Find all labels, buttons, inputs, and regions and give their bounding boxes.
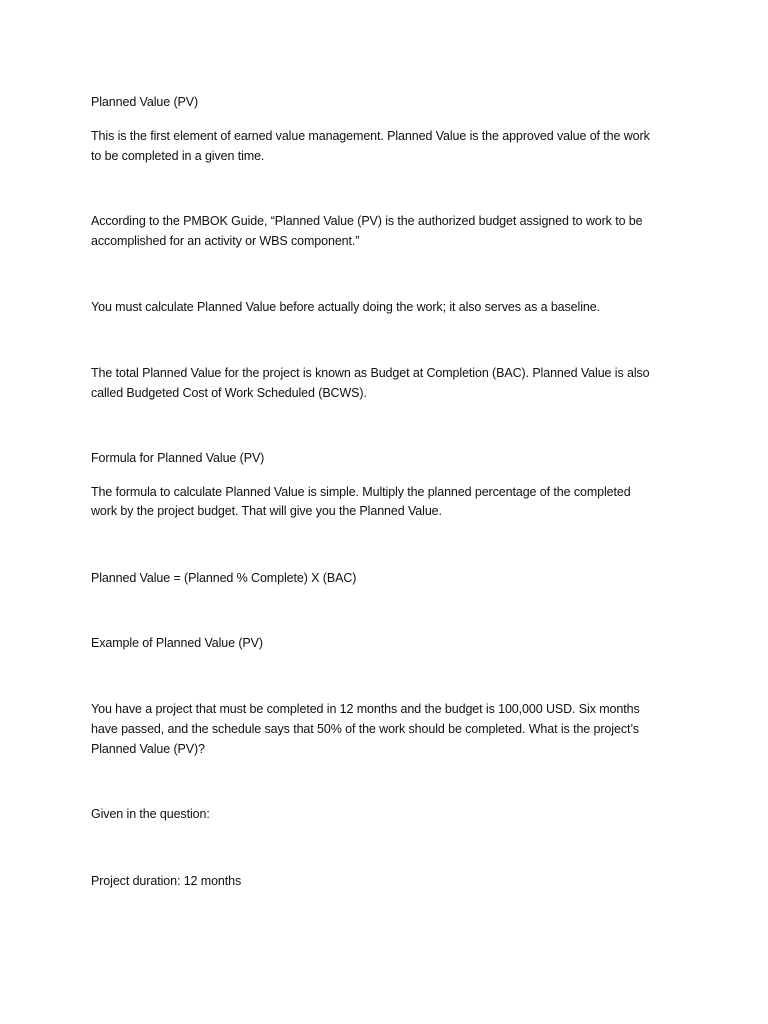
formula-desc-line-1: The formula to calculate Planned Value is simple. Multiply the planned percentage of the completed [91, 485, 631, 499]
heading-formula: Formula for Planned Value (PV) [91, 451, 265, 465]
formula-desc-line-2: work by the project budget. That will give you the Planned Value. [91, 504, 442, 518]
intro-line-1: This is the first element of earned value management. Planned Value is the approved value of the work [91, 129, 650, 143]
formula-equation: Planned Value = (Planned % Complete) X (BAC) [91, 571, 357, 585]
example-line-2: have passed, and the schedule says that 50% of the work should be completed. What is the project’s [91, 722, 639, 736]
bac-line-1: The total Planned Value for the project is known as Budget at Completion (BAC). Planned Value is also [91, 366, 650, 380]
pmbok-line-2: accomplished for an activity or WBS component.” [91, 234, 360, 248]
bac-line-2: called Budgeted Cost of Work Scheduled (BCWS). [91, 386, 367, 400]
example-line-3: Planned Value (PV)? [91, 742, 205, 756]
baseline-paragraph: You must calculate Planned Value before actually doing the work; it also serves as a baseline. [91, 300, 600, 314]
heading-example: Example of Planned Value (PV) [91, 636, 263, 650]
intro-line-2: to be completed in a given time. [91, 149, 265, 163]
heading-planned-value: Planned Value (PV) [91, 95, 199, 109]
given-heading: Given in the question: [91, 807, 210, 821]
pmbok-line-1: According to the PMBOK Guide, “Planned Value (PV) is the authorized budget assigned to work to be [91, 214, 643, 228]
example-line-1: You have a project that must be completed in 12 months and the budget is 100,000 USD. Six months [91, 702, 640, 716]
project-duration: Project duration: 12 months [91, 874, 242, 888]
